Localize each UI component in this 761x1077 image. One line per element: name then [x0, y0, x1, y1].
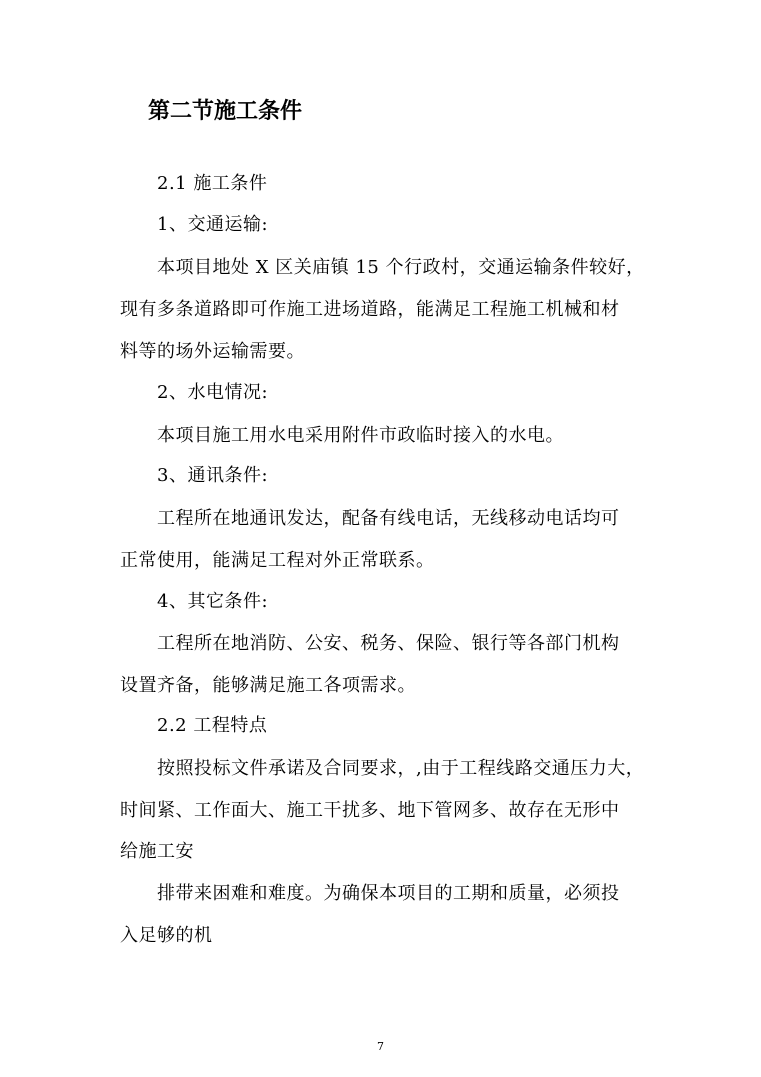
paragraph-line: 入足够的机 — [120, 925, 213, 946]
paragraph-line: 本项目施工用水电采用附件市政临时接入的水电。 — [157, 425, 564, 446]
paragraph-line: 时间紧、工作面大、施工干扰多、地下管网多、故存在无形中 — [120, 800, 620, 821]
paragraph-line: 按照投标文件承诺及合同要求，,由于工程线路交通压力大， — [157, 758, 645, 779]
section-heading: 第二节施工条件 — [148, 99, 303, 124]
item-heading-transport: 1、交通运输: — [157, 214, 269, 235]
item-heading-water-power: 2、水电情况: — [157, 382, 269, 403]
subsection-heading-2-1: 2.1 施工条件 — [157, 173, 268, 194]
paragraph-line: 排带来困难和难度。为确保本项目的工期和质量，必须投 — [157, 883, 620, 904]
page-number: 7 — [377, 1040, 384, 1053]
paragraph-line: 给施工安 — [120, 841, 194, 862]
paragraph-line: 工程所在地消防、公安、税务、保险、银行等各部门机构 — [157, 633, 620, 654]
paragraph-line: 现有多条道路即可作施工进场道路，能满足工程施工机械和材 — [120, 299, 620, 320]
paragraph-line: 料等的场外运输需要。 — [120, 341, 305, 362]
item-heading-communication: 3、通讯条件: — [157, 465, 269, 486]
subsection-heading-2-2: 2.2 工程特点 — [157, 715, 268, 736]
paragraph-line: 工程所在地通讯发达，配备有线电话，无线移动电话均可 — [157, 508, 620, 529]
paragraph-line: 本项目地处 X 区关庙镇 15 个行政村，交通运输条件较好， — [157, 257, 645, 278]
item-heading-other: 4、其它条件: — [157, 591, 269, 612]
paragraph-line: 正常使用，能满足工程对外正常联系。 — [120, 550, 435, 571]
paragraph-line: 设置齐备，能够满足施工各项需求。 — [120, 675, 416, 696]
